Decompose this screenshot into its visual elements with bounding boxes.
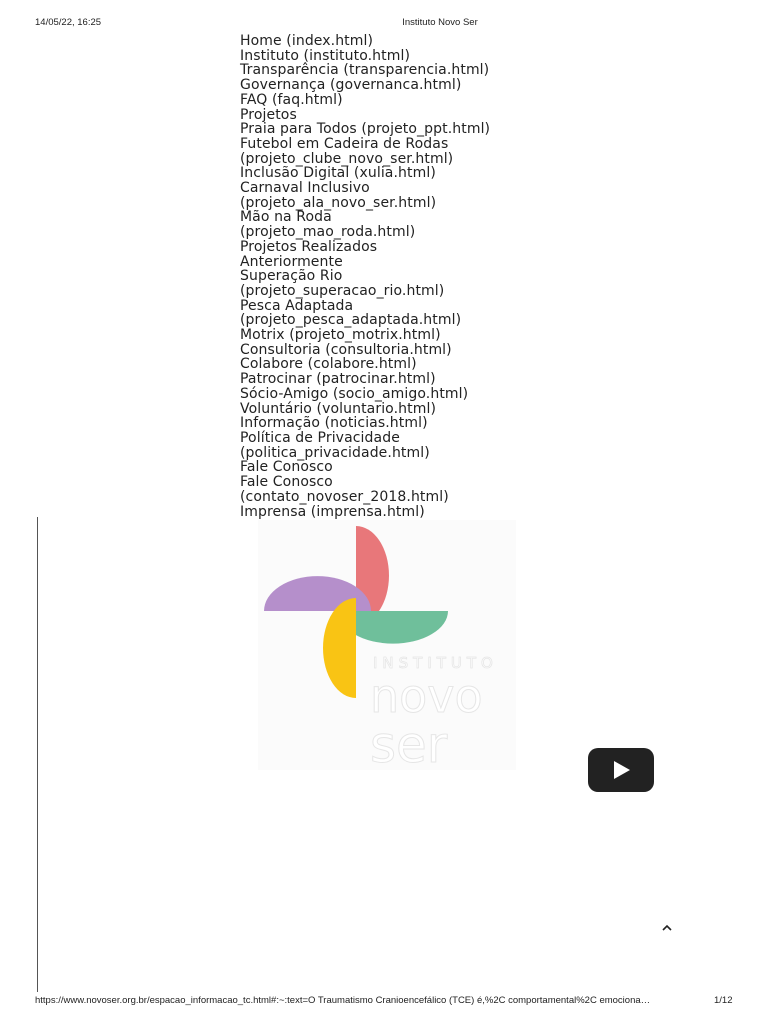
- nav-link-politica-privacidade[interactable]: Política de Privacidade: [240, 429, 400, 446]
- youtube-play-icon: [588, 748, 654, 792]
- print-footer: [0, 995, 768, 1009]
- print-header: [0, 17, 768, 31]
- nav-link-colabore[interactable]: Colabore (colabore.html): [240, 356, 417, 373]
- nav-link-pesca-adaptada[interactable]: Pesca Adaptada: [240, 297, 354, 314]
- nav-link-pesca-adaptada-url[interactable]: (projeto_pesca_adaptada.html): [240, 312, 462, 329]
- youtube-play-button[interactable]: [588, 748, 654, 792]
- nav-link-informacao[interactable]: Informação (noticias.html): [240, 415, 428, 432]
- nav-link-praia-para-todos[interactable]: Praia para Todos (projeto_ppt.html): [240, 121, 491, 138]
- chevron-up-icon: [659, 920, 675, 936]
- print-datetime: 14/05/22, 16:25: [35, 17, 102, 28]
- logo-text-instituto: INSTITUTO: [373, 654, 498, 672]
- nav-link-patrocinar[interactable]: Patrocinar (patrocinar.html): [240, 371, 436, 388]
- nav-link-mao-na-roda[interactable]: Mão na Roda: [240, 209, 332, 226]
- nav-link-socio-amigo[interactable]: Sócio-Amigo (socio_amigo.html): [240, 385, 469, 402]
- logo-text-novo: novo: [370, 669, 483, 723]
- nav-link-politica-privacidade-url[interactable]: (politica_privacidade.html): [240, 444, 430, 461]
- nav-link-home[interactable]: Home (index.html): [240, 33, 374, 49]
- nav-link-carnaval-inclusivo-url[interactable]: (projeto_ala_novo_ser.html): [240, 194, 437, 211]
- scroll-to-top-button[interactable]: [659, 920, 675, 936]
- nav-link-futebol-cadeira-rodas-url[interactable]: (projeto_clube_novo_ser.html): [240, 150, 454, 167]
- nav-heading-projetos-realizados[interactable]: Projetos Realizados: [240, 238, 378, 255]
- vertical-divider: [37, 517, 38, 992]
- nav-link-imprensa[interactable]: Imprensa (imprensa.html): [240, 503, 425, 520]
- logo-text-ser: ser: [370, 716, 448, 770]
- nav-link-superacao-rio[interactable]: Superação Rio: [240, 268, 343, 285]
- nav-link-faq[interactable]: FAQ (faq.html): [240, 91, 343, 108]
- nav-link-voluntario[interactable]: Voluntário (voluntario.html): [240, 400, 437, 417]
- print-url: https://www.novoser.org.br/espacao_informacao_tc.html#:~:text=O Traumatismo Cranioencefálico (TCE) é,%2C comportamental%2C emociona…: [35, 995, 651, 1006]
- nav-link-futebol-cadeira-rodas[interactable]: Futebol em Cadeira de Rodas: [240, 135, 449, 152]
- nav-heading-fale-conosco[interactable]: Fale Conosco: [240, 459, 333, 476]
- nav-heading-projetos-realizados-cont[interactable]: Anteriormente: [240, 253, 343, 270]
- nav-link-mao-na-roda-url[interactable]: (projeto_mao_roda.html): [240, 224, 416, 241]
- nav-menu: [240, 34, 490, 519]
- nav-link-motrix[interactable]: Motrix (projeto_motrix.html): [240, 327, 441, 344]
- nav-link-instituto[interactable]: Instituto (instituto.html): [240, 47, 411, 64]
- nav-link-fale-conosco-url[interactable]: (contato_novoser_2018.html): [240, 488, 449, 505]
- nav-link-superacao-rio-url[interactable]: (projeto_superacao_rio.html): [240, 282, 445, 299]
- instituto-novo-ser-logo: [258, 520, 516, 770]
- print-page-title: Instituto Novo Ser: [402, 17, 478, 28]
- print-page-number: 1/12: [714, 995, 733, 1006]
- nav-link-carnaval-inclusivo[interactable]: Carnaval Inclusivo: [240, 180, 370, 197]
- nav-link-fale-conosco[interactable]: Fale Conosco: [240, 474, 333, 491]
- nav-link-transparencia[interactable]: Transparência (transparencia.html): [240, 62, 490, 79]
- nav-heading-projetos[interactable]: Projetos: [240, 106, 297, 123]
- nav-link-governanca[interactable]: Governança (governanca.html): [240, 77, 462, 94]
- nav-link-inclusao-digital[interactable]: Inclusão Digital (xulia.html): [240, 165, 436, 182]
- nav-link-consultoria[interactable]: Consultoria (consultoria.html): [240, 341, 452, 358]
- pinwheel-logo-graphic: [258, 520, 516, 770]
- pinwheel-blade-yellow: [323, 598, 356, 698]
